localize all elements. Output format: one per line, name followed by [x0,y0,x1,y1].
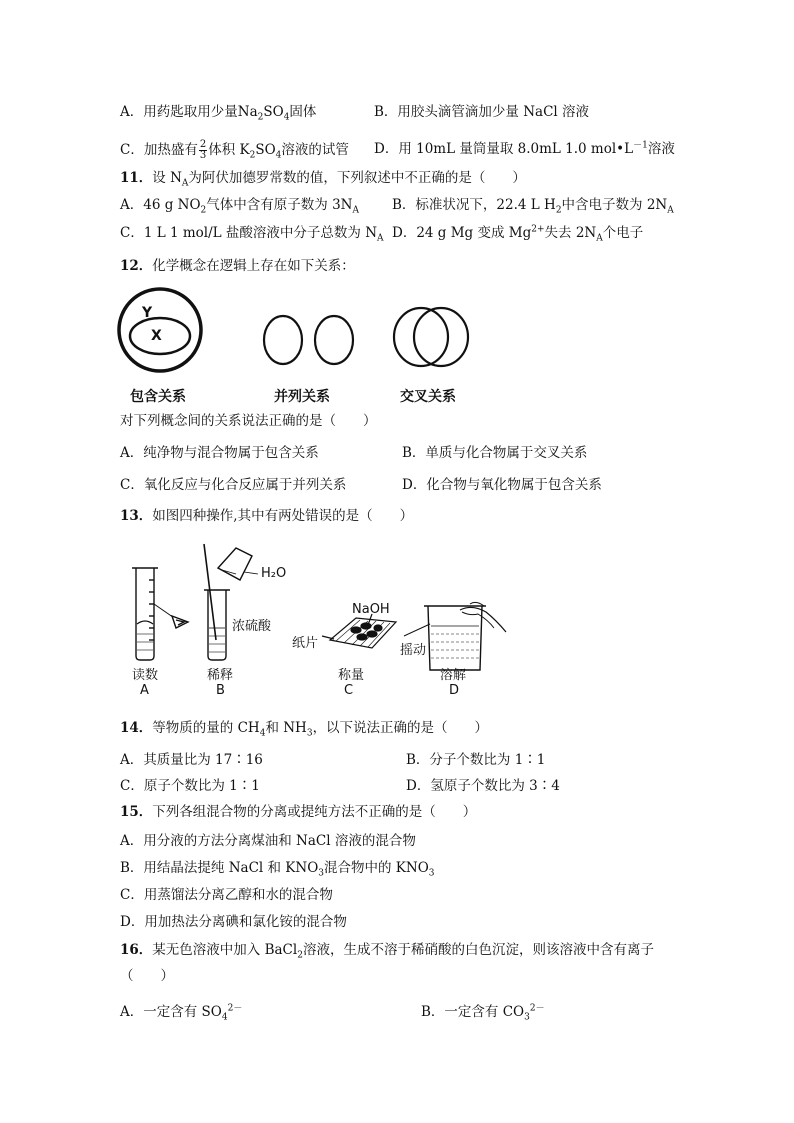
q16-option-b: B．一定含有 $CO_3^{2-}$ [421,1003,545,1023]
fraction-two-thirds: $\frac{2}{3}$ [199,139,207,161]
q12-question: 对下列概念间的关系说法正确的是（ ） [120,413,377,429]
q11-option-c: C．1 L 1 mol/L 盐酸溶液中分子总数为 $N_A$ [120,225,384,244]
paper-label: 纸片 [292,636,319,651]
inclusion-label: 包含关系 [130,389,186,405]
q13-stem: 13．如图四种操作,其中有两处错误的是（ ） [120,508,414,524]
intersection-label: 交叉关系 [400,389,456,405]
letter-c: C [344,683,354,698]
q14-option-b: B．分子个数比为 1∶1 [406,752,546,768]
letter-d: D [449,683,460,698]
q16-option-a: A．一定含有 $SO_4^{2-}$ [120,1003,243,1023]
caption-a: 读数 [132,668,159,683]
parallel-label: 并列关系 [274,389,330,405]
q14-option-c: C．原子个数比为 1∶1 [120,778,260,794]
q14-option-d: D．氢原子个数比为 3∶4 [406,778,560,794]
q15-stem: 15．下列各组混合物的分离或提纯方法不正确的是（ ） [120,804,477,820]
q15-option-a: A．用分液的方法分离煤油和 NaCl 溶液的混合物 [120,833,416,849]
q11-stem: 11．设 $N_A$为阿伏加德罗常数的值，下列叙述中不正确的是（ ） [120,170,526,189]
q10-option-a: A．用药匙取用少量$Na_2SO_4$固体 [120,104,317,123]
dilution-diagram [204,544,258,660]
q12-option-b: B．单质与化合物属于交叉关系 [402,445,588,461]
dissolving-diagram [404,602,506,670]
cylinder-reading-diagram [132,568,188,660]
q11-option-b: B．标准状况下，22.4 L $H_2$中含电子数为 $2N_A$ [392,197,674,216]
letter-b: B [216,683,225,698]
q12-option-d: D．化合物与氧化物属于包含关系 [402,477,602,493]
shake-label: 摇动 [400,643,427,658]
q11-option-d: D．24 g Mg 变成 $Mg^{2+}$失去 $2N_A$个电子 [392,224,644,244]
q10-option-c: C．加热盛有 $\frac{2}{3}$ 体积 $K_2SO_4$溶液的试管 [120,139,349,161]
water-label: H₂O [261,566,287,581]
q14-stem: 14．等物质的量的 $CH_4$和 $NH_3$，以下说法正确的是（ ） [120,720,489,739]
set-y-label: Y [142,305,153,321]
q11-option-a: A．46 g $NO_2$气体中含有原子数为 $3N_A$ [120,197,359,216]
weighing-diagram [322,614,396,648]
q10-option-d: D．用 10mL 量筒量取 8.0mL 1.0 $mol•L^{-1}$溶液 [374,140,675,157]
q15-option-c: C．用蒸馏法分离乙醇和水的混合物 [120,887,333,903]
q12-option-c: C．氧化反应与化合反应属于并列关系 [120,477,347,493]
conc-acid-label: 浓硫酸 [232,619,272,634]
naoh-label: NaOH [352,602,390,617]
caption-c: 称量 [338,668,365,683]
q14-option-a: A．其质量比为 17∶16 [120,752,263,768]
q16-answer-paren: （ ） [120,968,174,984]
q16-stem: 16．某无色溶液中加入 BaCl$_2$溶液，生成不溶于稀硝酸的白色沉淀，则该溶液中含有离子 [120,942,654,961]
q10-option-b: B．用胶头滴管滴加少量 NaCl 溶液 [374,104,590,120]
q15-option-d: D．用加热法分离碘和氯化铵的混合物 [120,914,347,930]
set-x-label: X [151,328,162,344]
q15-option-b: B．用结晶法提纯 NaCl 和 $KNO_3$混合物中的 $KNO_3$ [120,860,435,879]
letter-a: A [140,683,149,698]
caption-b: 稀释 [207,668,234,683]
q12-stem: 12．化学概念在逻辑上存在如下关系： [120,258,355,274]
q12-option-a: A．纯净物与混合物属于包含关系 [120,445,319,461]
caption-d: 溶解 [440,668,467,683]
